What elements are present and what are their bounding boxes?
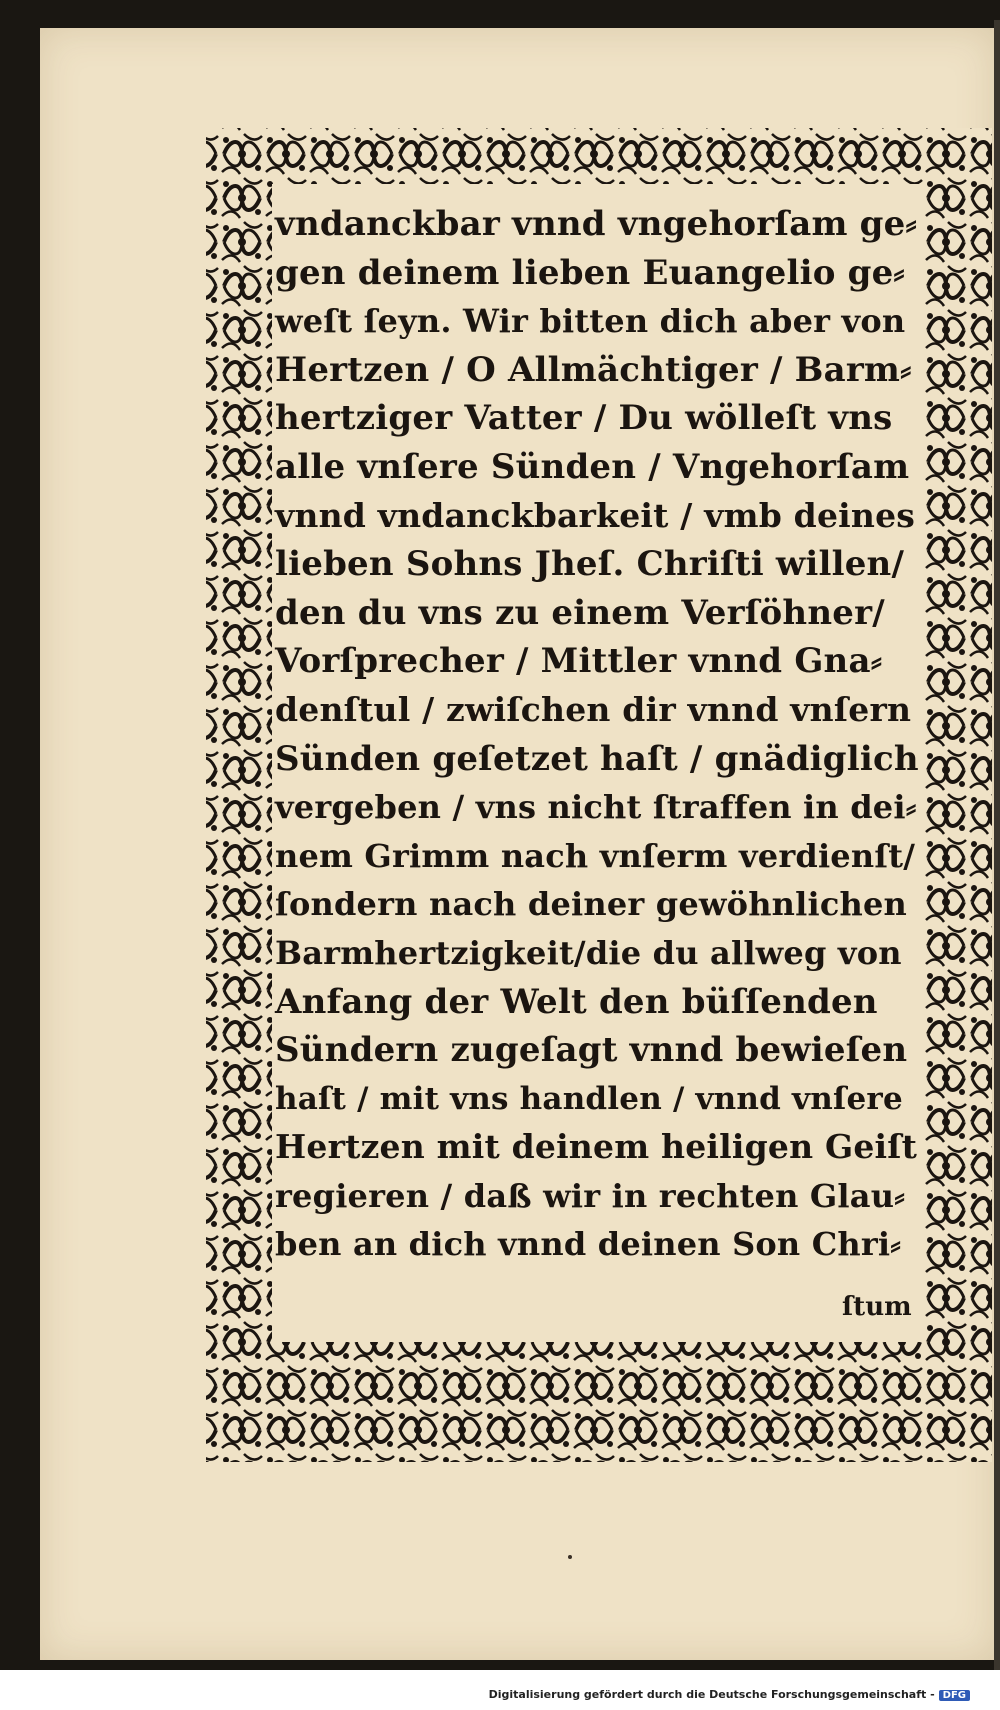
text-line: regieren / daß wir in rechten Glau⸗ bbox=[275, 1176, 906, 1215]
border-right bbox=[925, 184, 992, 1342]
border-bottom bbox=[206, 1342, 992, 1462]
footer-credit bbox=[489, 1688, 970, 1701]
text-line: alle vnſere Sünden / Vngehorſam bbox=[275, 446, 910, 487]
text-line: Anfang der Welt den büſſenden bbox=[275, 981, 878, 1022]
prayer-text bbox=[275, 200, 920, 1269]
text-line: denſtul / zwiſchen dir vnnd vnſern bbox=[275, 689, 912, 729]
paper-speck bbox=[568, 1555, 572, 1559]
text-line: ſondern nach deiner gewöhnlichen bbox=[275, 885, 908, 924]
text-line: haſt / mit vns handlen / vnnd vnſere bbox=[275, 1080, 903, 1117]
text-line: den du vns zu einem Verſöhner/ bbox=[275, 592, 885, 633]
text-line: hertziger Vatter / Du wölleſt vns bbox=[275, 398, 893, 439]
border-top bbox=[206, 128, 992, 184]
text-line: Sündern zugeſagt vnnd bewieſen bbox=[275, 1030, 908, 1071]
text-line: lieben Sohns Jheſ. Chriſti willen/ bbox=[275, 544, 905, 585]
text-line: Hertzen / O Allmächtiger / Barm⸗ bbox=[275, 349, 912, 390]
text-line: gen deinem lieben Euangelio ge⸗ bbox=[275, 252, 905, 293]
text-line: vergeben / vns nicht ſtraffen in dei⸗ bbox=[275, 788, 917, 827]
text-line: Barmhertzigkeit/die du allweg von bbox=[275, 933, 902, 972]
footer-credit-text: Digitalisierung gefördert durch die Deutsche Forschungsgemeinschaft - bbox=[488, 1688, 935, 1701]
text-line: weſt ſeyn. Wir bitten dich aber von bbox=[275, 302, 906, 341]
text-line: Hertzen mit deinem heiligen Geiſt bbox=[275, 1127, 918, 1167]
text-line: ben an dich vnnd deinen Son Chri⸗ bbox=[275, 1225, 902, 1264]
text-line: vndanckbar vnnd vngehorſam ge⸗ bbox=[275, 204, 918, 244]
text-line: Vorſprecher / Mittler vnnd Gna⸗ bbox=[275, 641, 883, 682]
text-line: vnnd vndanckbarkeit / vmb deines bbox=[275, 495, 916, 535]
text-line: nem Grimm nach vnſerm verdienſt/ bbox=[275, 836, 916, 875]
dfg-logo: DFG bbox=[939, 1690, 970, 1701]
border-left bbox=[206, 184, 272, 1342]
text-line: Sünden geſetzet haſt / gnädiglich bbox=[275, 738, 919, 779]
catchword: ſtum bbox=[842, 1292, 912, 1322]
